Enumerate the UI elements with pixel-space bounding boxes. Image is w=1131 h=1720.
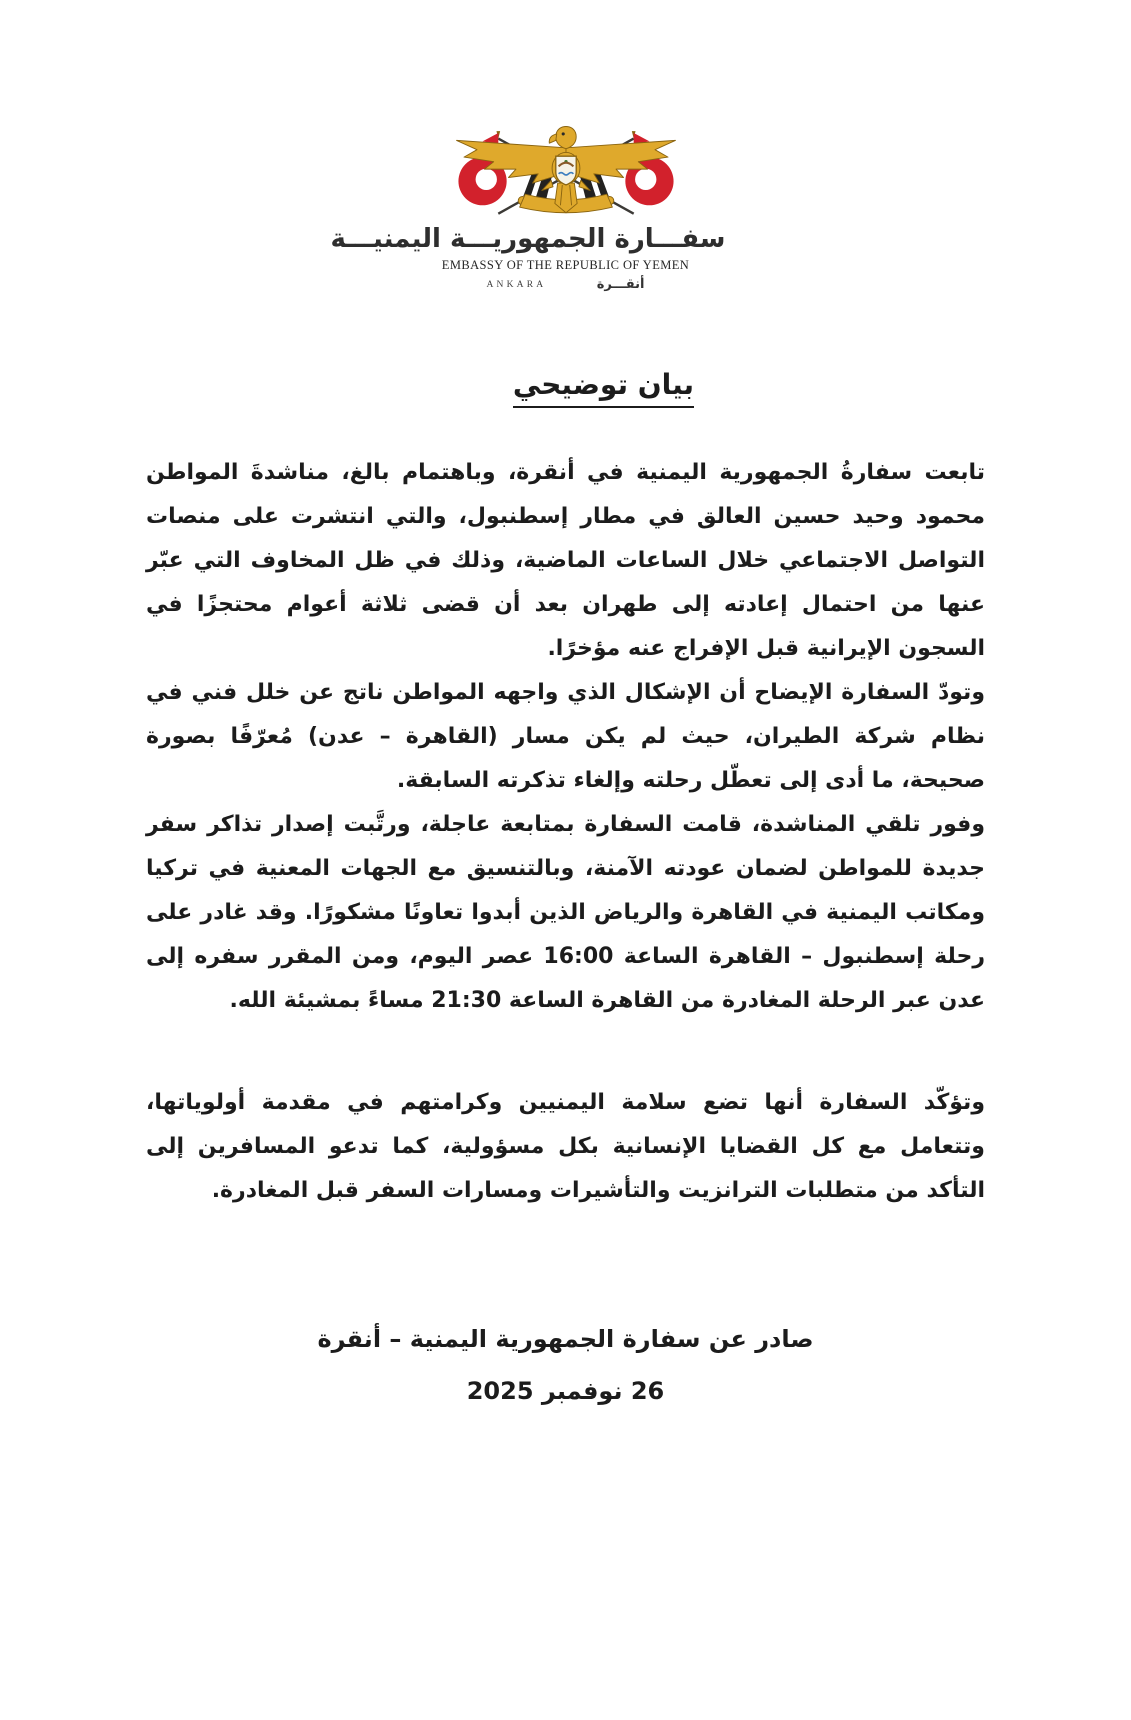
city-name-ar: أنقـــرة xyxy=(596,277,645,292)
statement-body xyxy=(146,451,985,1213)
paragraph-assurance: وتؤكّد السفارة أنها تضع سلامة اليمنيين وكرامتهم في مقدمة أولوياتها، وتتعامل مع كل القضايا الإنسانية بكل مسؤولية، كما تدعو المسافرين إلى التأكد من متطلبات الترانزيت والتأشيرات ومسارات السفر قبل المغادرة. xyxy=(146,1090,985,1203)
city-row xyxy=(487,277,645,292)
embassy-name-calligraphy-ar: سفـــارة الجمهوريـــة اليمنيـــة xyxy=(330,224,726,254)
embassy-letterhead xyxy=(330,120,726,292)
embassy-name-en: EMBASSY OF THE REPUBLIC OF YEMEN xyxy=(441,258,690,272)
paragraph-clarification: وتودّ السفارة الإيضاح أن الإشكال الذي واجهه المواطن ناتج عن خلل فني في نظام شركة الطيران، حيث لم يكن مسار (القاهرة – عدن) مُعرّفًا بصورة صحيحة، ما أدى إلى تعطّل رحلته وإلغاء تذكرته السابقة. xyxy=(146,680,985,793)
paragraph-appeal: تابعت سفارةُ الجمهورية اليمنية في أنقرة، وباهتمام بالغ، مناشدةَ المواطن محمود وحيد حسين العالق في مطار إسطنبول، والتي انتشرت على منصات التواصل الاجتماعي خلال الساعات الماضية، وذلك في ظل المخاوف التي عبّر عنها من احتمال إعادته إلى طهران بعد أن قضى ثلاثة أعوام محتجزًا في السجون الإيرانية قبل الإفراج عنه مؤخرًا. xyxy=(146,460,985,661)
paragraph-actions: وفور تلقي المناشدة، قامت السفارة بمتابعة عاجلة، ورتَّبت إصدار تذاكر سفر جديدة للمواطن لضمان عودته الآمنة، وبالتنسيق مع الجهات المعنية في تركيا ومكاتب اليمنية في القاهرة والرياض الذين أبدوا تعاونًا مشكورًا. وقد غادر على رحلة إسطنبول – القاهرة الساعة 16:00 عصر اليوم، ومن المقرر سفره إلى عدن عبر الرحلة المغادرة من القاهرة الساعة 21:30 مساءً بمشيئة الله. xyxy=(146,812,986,1013)
issued-by-line: صادر عن سفارة الجمهورية اليمنية – أنقرة xyxy=(317,1325,814,1353)
date-line: 26 نوفمبر 2025 xyxy=(466,1377,665,1405)
yemen-coat-of-arms-icon xyxy=(440,120,692,222)
statement-page xyxy=(0,120,1131,1720)
city-name-en: ANKARA xyxy=(486,279,547,290)
statement-footer xyxy=(0,1313,1131,1417)
statement-title: بيان توضيحي xyxy=(38,368,1131,401)
